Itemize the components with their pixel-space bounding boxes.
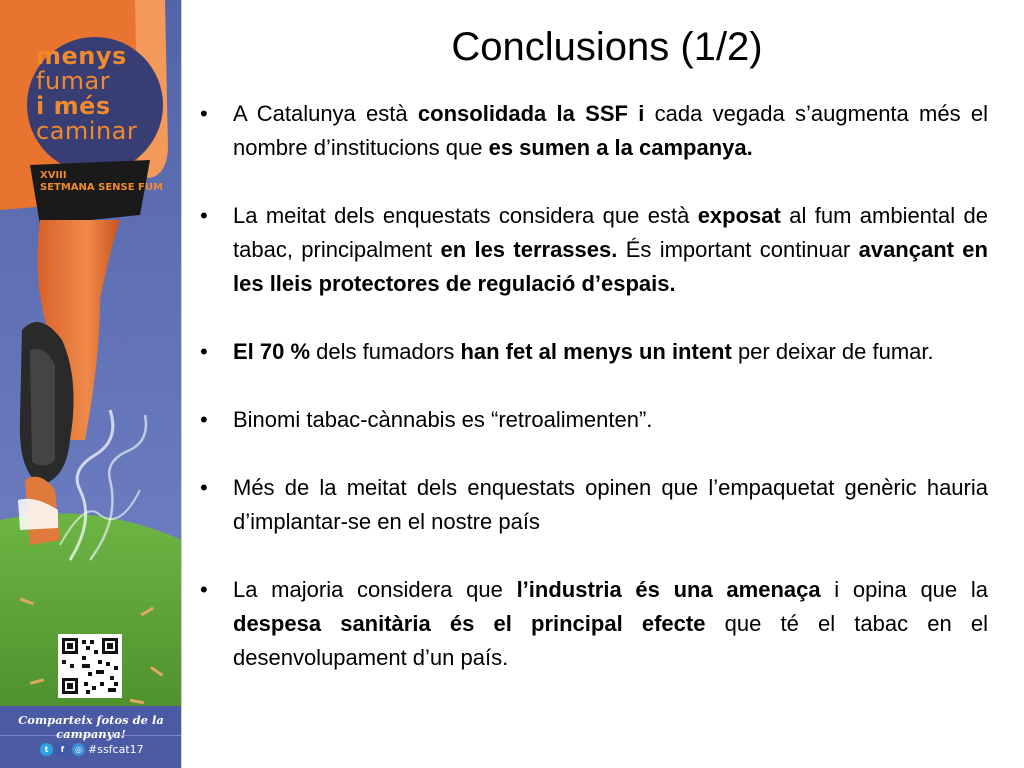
bullet-bold-text: es sumen a la campanya. (488, 135, 753, 160)
banner-title-line: i més (36, 92, 111, 120)
bullet-bold-text: avançant en les lleis protectores de regulació d’espais. (233, 237, 988, 296)
bullet-text: Més de la meitat dels enquestats opinen que l’empaquetat genèric hauria d’implantar-se en el nostre país (233, 475, 988, 534)
bullet-text: A Catalunya està (233, 101, 418, 126)
bullet-bold-text: l’industria és una amenaça (516, 577, 821, 602)
bullet-item (198, 573, 988, 675)
bullet-bold-text: El 70 % (233, 339, 311, 364)
bullet-text: cada vegada s’augmenta més el nombre d’institucions que (233, 101, 988, 160)
bullet-text: És important continuar (617, 237, 859, 262)
conclusions-list (198, 97, 988, 709)
bullet-bold-text: exposat (697, 203, 781, 228)
bullet-text: i opina que la (820, 577, 988, 602)
twitter-icon: t (40, 743, 53, 756)
bullet-bold-text: consolidada la SSF i (417, 101, 645, 126)
banner-share-text: Comparteix fotos de la campanya! (18, 713, 164, 741)
banner-social-row (40, 740, 144, 758)
bullet-text: La meitat dels enquestats considera que està (233, 203, 698, 228)
banner-hashtag: #ssfcat17 (88, 742, 144, 756)
bullet-text: al fum ambiental de tabac, principalment (233, 203, 989, 262)
bullet-item (198, 403, 988, 437)
bullet-text: La majoria considera que (233, 577, 517, 602)
banner-edition-line: XVIII (40, 170, 67, 181)
bullet-bold-text: han fet al menys un intent (460, 339, 732, 364)
bullet-bold-text: despesa sanitària és el principal efecte (233, 611, 706, 636)
bullet-item (198, 199, 988, 301)
instagram-icon: ◎ (72, 743, 85, 756)
bullet-text: Binomi tabac-cànnabis es “retroalimenten”. (233, 407, 653, 432)
banner-title-line: caminar (36, 117, 138, 145)
bullet-text: per deixar de fumar. (731, 339, 934, 364)
bullet-item (198, 97, 988, 165)
bullet-item (198, 471, 988, 539)
bullet-text: que té el tabac en el desenvolupament d’un país. (233, 611, 988, 670)
banner-edition-line: SETMANA SENSE FUM (40, 182, 163, 193)
campaign-banner (0, 0, 182, 768)
banner-title-line: menys (36, 42, 127, 70)
slide-title: Conclusions (1/2) (451, 25, 763, 69)
facebook-icon: f (56, 743, 69, 756)
bullet-item (198, 335, 988, 369)
banner-edition (40, 170, 180, 194)
banner-campaign-title (36, 44, 166, 144)
banner-title-line: fumar (36, 67, 111, 95)
bullet-text: dels fumadors (310, 339, 461, 364)
bullet-bold-text: en les terrasses. (440, 237, 618, 262)
